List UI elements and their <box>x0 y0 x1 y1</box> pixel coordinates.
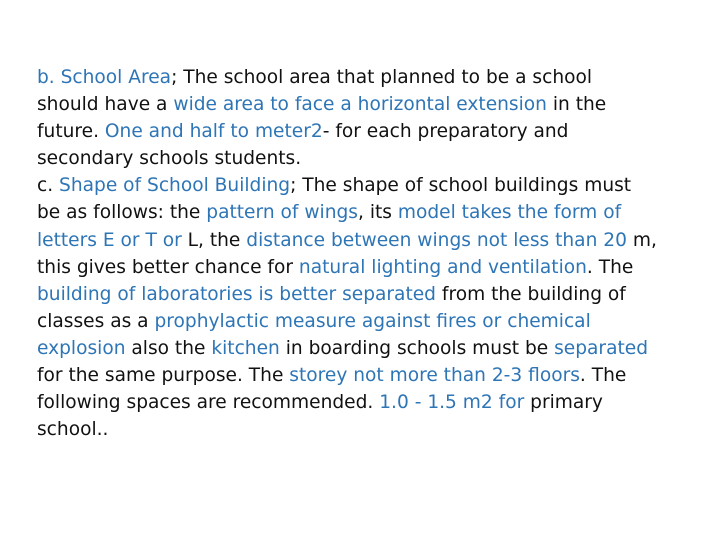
text-segment: should have a <box>37 94 174 116</box>
highlighted-text: distance between wings not less than 20 <box>246 229 627 251</box>
highlighted-text: b. School Area <box>37 67 172 88</box>
highlighted-text: One and half to meter2 <box>104 121 323 143</box>
text-segment: also the <box>125 337 212 359</box>
text-line <box>37 91 707 118</box>
highlighted-text: model takes the form of <box>397 202 622 224</box>
text-line <box>37 335 707 362</box>
text-segment: for the same purpose. The <box>37 365 290 387</box>
text-line <box>37 362 707 389</box>
text-line <box>37 172 707 199</box>
text-segment: secondary schools students. <box>37 148 302 170</box>
text-line <box>37 118 707 145</box>
text-line <box>37 416 707 443</box>
highlighted-text: natural lighting and ventilation <box>298 256 587 278</box>
text-line <box>37 64 707 91</box>
highlighted-text: separated <box>554 337 649 359</box>
text-segment: primary <box>524 392 603 414</box>
highlighted-text: storey not more than 2-3 floors <box>289 365 580 387</box>
highlighted-text: pattern of wings <box>206 202 358 224</box>
text-segment: . The <box>586 256 634 278</box>
text-segment: following spaces are recommended. <box>37 392 380 414</box>
text-segment: c. <box>37 175 60 197</box>
body-text <box>37 64 707 443</box>
text-segment: in boarding schools must be <box>279 337 555 359</box>
highlighted-text: kitchen <box>211 337 280 359</box>
text-line <box>37 389 707 416</box>
highlighted-text: wide area to face a horizontal extension <box>173 94 547 116</box>
text-segment: from the building of <box>436 283 626 305</box>
highlighted-text: Shape of School Building <box>59 175 291 197</box>
text-segment: be as follows: the <box>37 202 207 224</box>
text-line <box>37 254 707 281</box>
text-segment: ; The shape of school buildings must <box>290 175 632 197</box>
highlighted-text: letters E or T or <box>37 229 188 251</box>
text-segment: school.. <box>37 419 109 441</box>
text-line <box>37 281 707 308</box>
text-segment: . The <box>579 365 627 387</box>
highlighted-text: explosion <box>37 337 126 359</box>
text-segment: , its <box>358 202 398 224</box>
text-segment: - for each preparatory and <box>322 121 569 143</box>
text-line <box>37 145 707 172</box>
text-segment: classes as a <box>37 310 155 332</box>
text-segment: future. <box>37 121 105 143</box>
text-segment: in the <box>546 94 607 116</box>
highlighted-text: building of laboratories is better separated <box>37 283 436 305</box>
text-segment: ; The school area that planned to be a school <box>171 67 593 88</box>
text-segment: L, the <box>187 229 247 251</box>
text-segment: this gives better chance for <box>37 256 299 278</box>
highlighted-text: prophylactic measure against fires or chemical <box>154 310 591 332</box>
highlighted-text: 1.0 - 1.5 m2 for <box>379 392 525 414</box>
text-segment: m, <box>626 229 657 251</box>
text-line <box>37 227 707 254</box>
text-line <box>37 199 707 226</box>
text-line <box>37 308 707 335</box>
